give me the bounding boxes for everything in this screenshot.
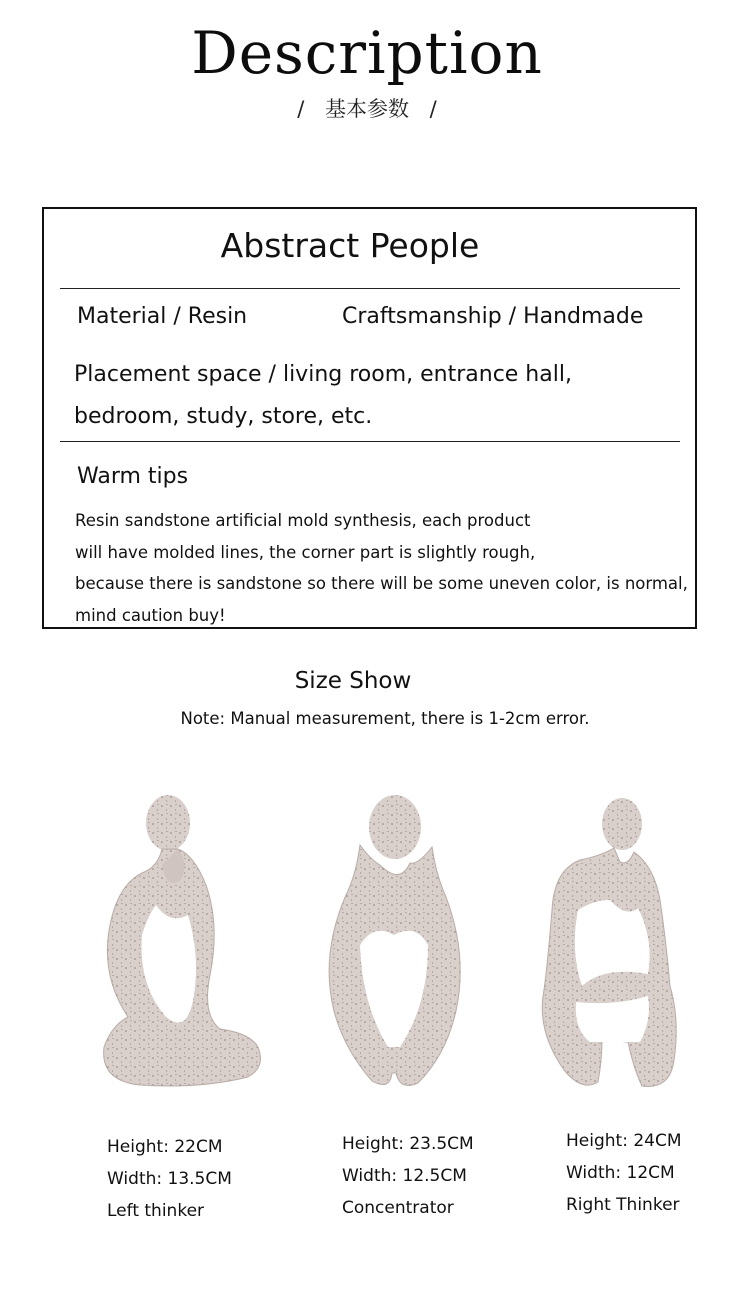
height-label: Height: 23.5CM <box>342 1134 474 1154</box>
tips-line: because there is sandstone so there will be some uneven color, is normal, <box>75 574 688 593</box>
tips-line: Resin sandstone artificial mold synthesis, each product <box>75 511 531 530</box>
size-note: Note: Manual measurement, there is 1-2cm error. <box>180 709 590 728</box>
width-label: Width: 12CM <box>566 1163 675 1183</box>
concentrator-sculpture <box>300 785 480 1095</box>
left-thinker-caption <box>107 1131 232 1227</box>
width-label: Width: 13.5CM <box>107 1169 232 1189</box>
page-subtitle: / 基本参数 / <box>297 97 437 121</box>
concentrator-caption <box>342 1128 474 1224</box>
right-thinker-caption <box>566 1125 682 1221</box>
warm-tips-heading: Warm tips <box>77 464 189 489</box>
divider-top <box>60 288 680 289</box>
tips-line: mind caution buy! <box>75 605 226 625</box>
size-show-title: Size Show <box>294 668 412 694</box>
height-label: Height: 24CM <box>566 1131 682 1151</box>
warm-tips-body <box>75 505 687 631</box>
right-thinker-sculpture <box>530 790 685 1095</box>
tips-line: will have molded lines, the corner part is slightly rough, <box>75 542 536 562</box>
left-thinker-sculpture <box>70 785 270 1095</box>
height-label: Height: 22CM <box>107 1137 223 1157</box>
product-name: Left thinker <box>107 1201 205 1221</box>
width-label: Width: 12.5CM <box>342 1166 467 1186</box>
product-title: Abstract People <box>220 226 480 265</box>
product-name: Concentrator <box>342 1198 454 1218</box>
craftsmanship-spec: Craftsmanship / Handmade <box>342 304 644 329</box>
material-spec: Material / Resin <box>77 304 248 329</box>
page-title: Description <box>191 19 543 87</box>
divider-bottom <box>60 441 680 442</box>
placement-spec: Placement space / living room, entrance hall, bedroom, study, store, etc. <box>74 362 572 429</box>
spec-box <box>42 207 697 629</box>
product-name: Right Thinker <box>566 1195 680 1215</box>
